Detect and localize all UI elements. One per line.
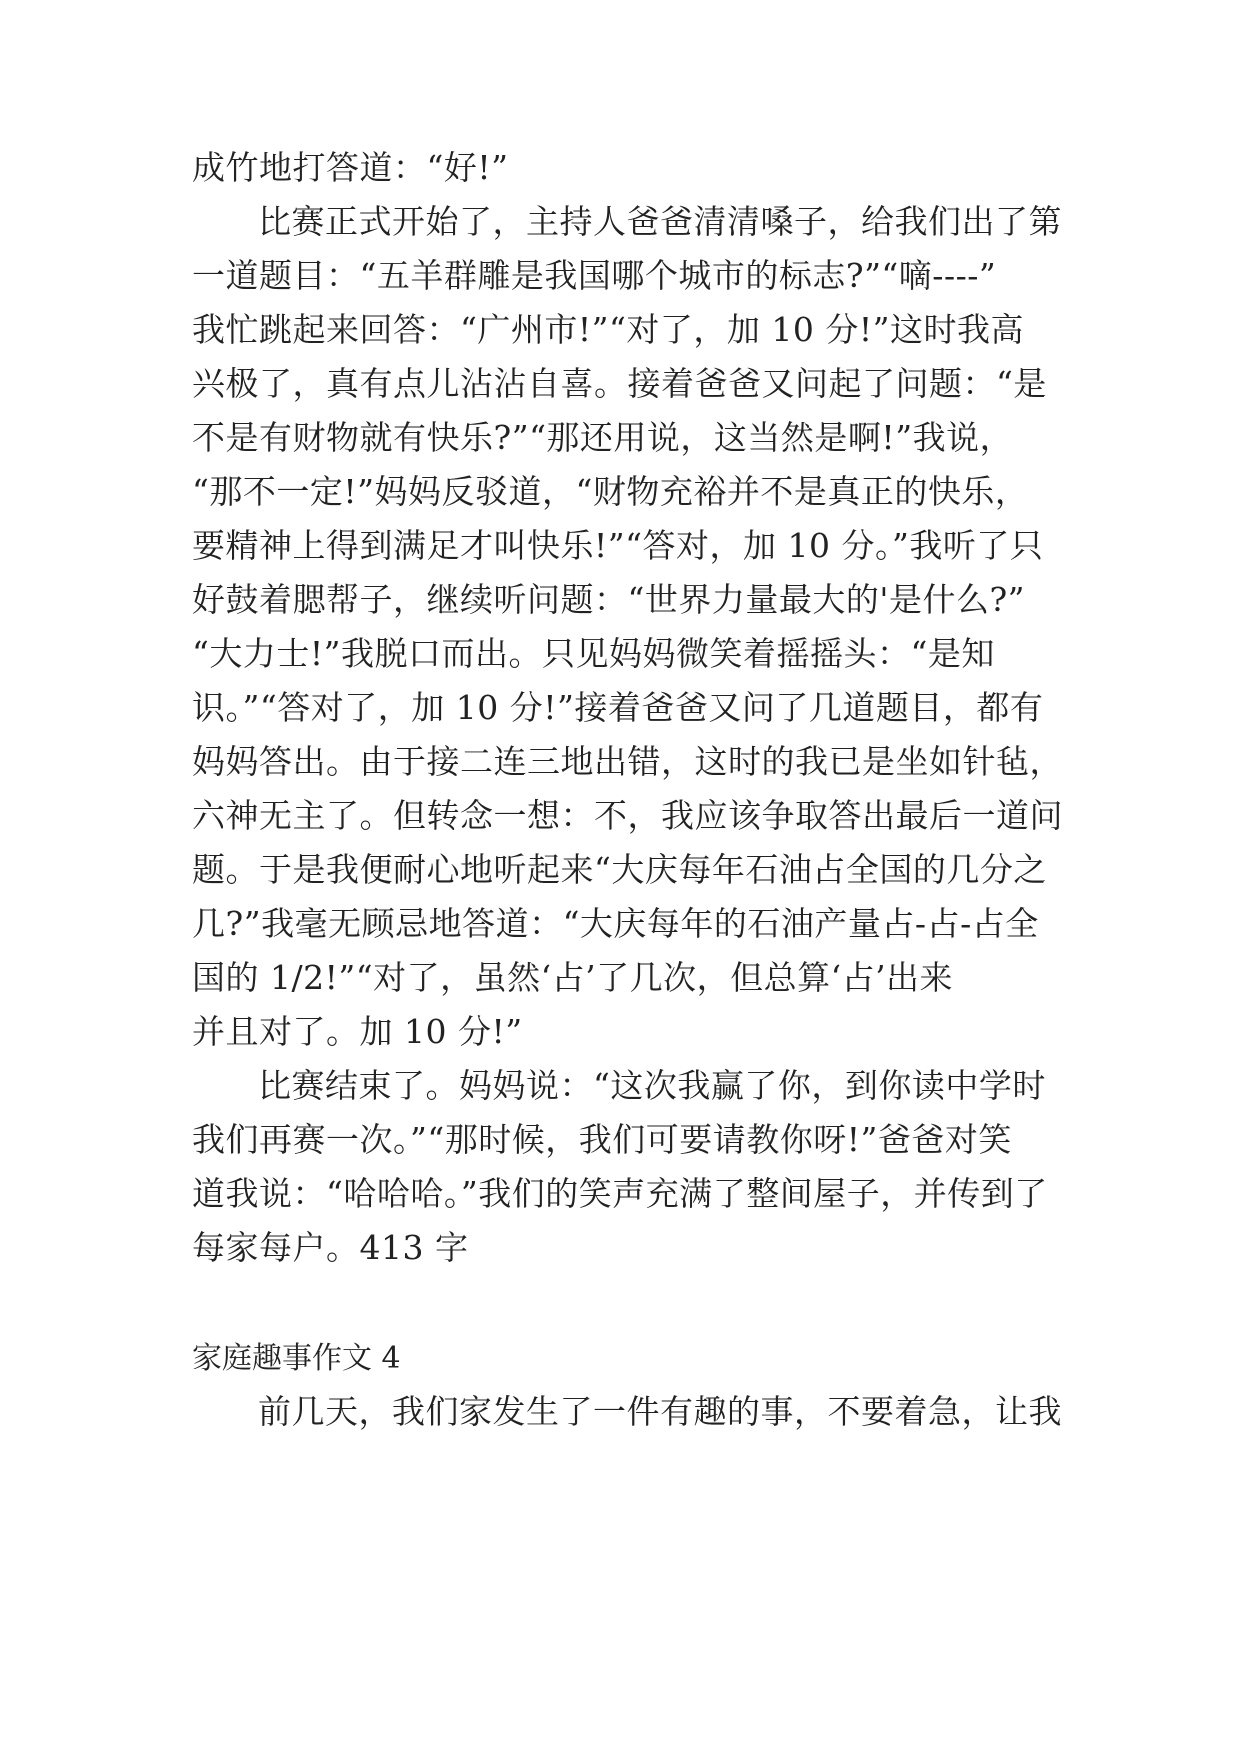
paragraph-line: 每家每户。413 字 [192, 1228, 469, 1267]
paragraph-line: 题。于是我便耐心地听起来“大庆每年石油占全国的几分之 [192, 850, 1047, 889]
paragraph-line: 并且对了。加 10 分!” [192, 1012, 523, 1051]
paragraph-line: 要精神上得到满足才叫快乐!”“答对，加 10 分。”我听了只 [192, 526, 1044, 565]
paragraph-line: “大力士!”我脱口而出。只见妈妈微笑着摇摇头：“是知 [192, 634, 995, 673]
paragraph-line: 我们再赛一次。”“那时候，我们可要请教你呀!”爸爸对笑 [192, 1120, 1012, 1159]
paragraph-line: 道我说：“哈哈哈。”我们的笑声充满了整间屋子，并传到了 [192, 1174, 1048, 1213]
paragraph-line: 比赛正式开始了，主持人爸爸清清嗓子，给我们出了第 [258, 202, 1062, 241]
paragraph-line: 国的 1/2!”“对了，虽然‘占’了几次，但总算‘占’出来 [192, 958, 954, 997]
paragraph-line: 前几天，我们家发生了一件有趣的事，不要着急，让我 [258, 1392, 1062, 1431]
paragraph-line: 六神无主了。但转念一想：不，我应该争取答出最后一道问 [192, 796, 1063, 835]
paragraph-line: “那不一定!”妈妈反驳道，“财物充裕并不是真正的快乐， [192, 472, 1029, 511]
section-heading: 家庭趣事作文 4 [192, 1341, 401, 1376]
paragraph-line: 兴极了，真有点儿沾沾自喜。接着爸爸又问起了问题：“是 [192, 364, 1047, 403]
paragraph-line: 比赛结束了。妈妈说：“这次我赢了你，到你读中学时 [258, 1066, 1046, 1105]
paragraph-line: 不是有财物就有快乐?”“那还用说，这当然是啊!”我说， [192, 418, 1014, 457]
paragraph-line: 一道题目：“五羊群雕是我国哪个城市的标志?”“嘀----” [192, 256, 997, 295]
paragraph-line: 妈妈答出。由于接二连三地出错，这时的我已是坐如针毡， [192, 742, 1063, 781]
paragraph-line: 好鼓着腮帮子，继续听问题：“世界力量最大的'是什么?” [192, 580, 1026, 619]
paragraph-line: 几?”我毫无顾忌地答道：“大庆每年的石油产量占-占-占全 [192, 904, 1039, 943]
paragraph-line: 成竹地打答道：“好!” [192, 148, 509, 187]
paragraph-line: 我忙跳起来回答：“广州市!”“对了，加 10 分!”这时我高 [192, 310, 1024, 349]
paragraph-line: 识。”“答对了，加 10 分!”接着爸爸又问了几道题目，都有 [192, 688, 1044, 727]
